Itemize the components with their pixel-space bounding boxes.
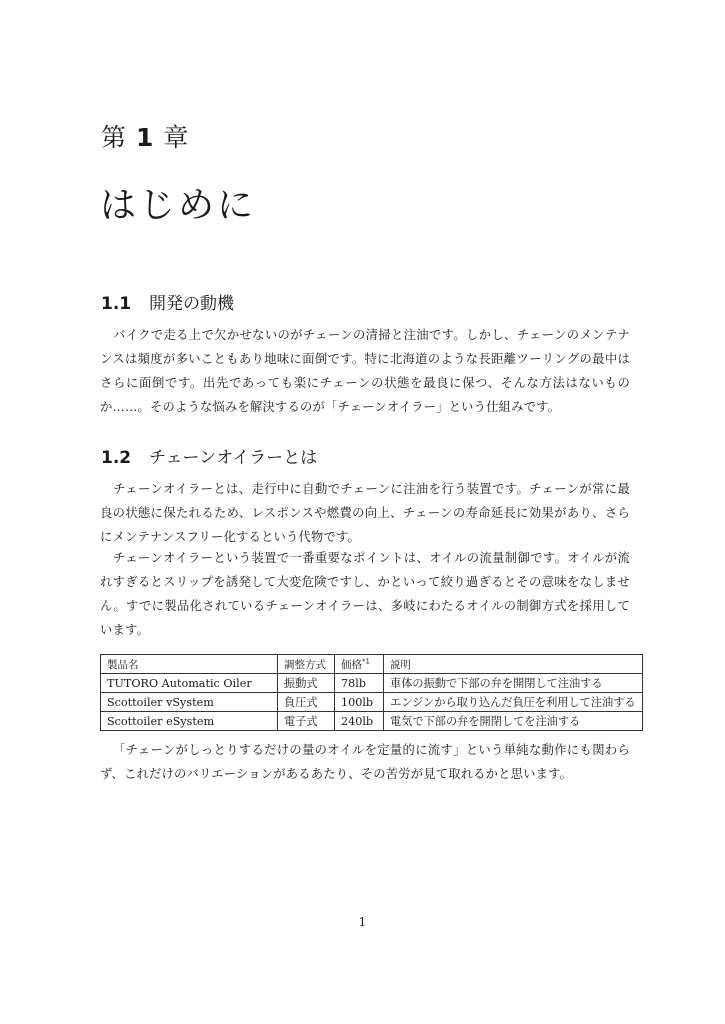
chapter-prefix: 第 xyxy=(101,123,128,152)
price-footnote-mark: *1 xyxy=(362,657,370,665)
page-number: 1 xyxy=(358,915,367,929)
cell-description: エンジンから取り込んだ負圧を利用して注油する xyxy=(384,693,643,712)
section-title: 開発の動機 xyxy=(149,294,234,314)
section-number: 1.1 xyxy=(101,294,132,314)
cell-method: 振動式 xyxy=(278,674,335,693)
cell-price: 240lb xyxy=(335,712,384,731)
section-heading-1-2 xyxy=(101,443,317,468)
cell-description: 電気で下部の弁を開閉してを注油する xyxy=(384,712,643,731)
cell-method: 電子式 xyxy=(278,712,335,731)
table-row xyxy=(101,693,643,712)
product-table xyxy=(100,654,643,731)
cell-method: 負圧式 xyxy=(278,693,335,712)
section-title: チェーンオイラーとは xyxy=(149,448,318,468)
paragraph-flow-control: チェーンオイラーという装置で一番重要なポイントは、オイルの流量制御です。オイルが流れすぎるとスリップを誘発して大変危険ですし、かといって絞り過ぎるとその意味をなしません。すでに製品化されているチェーンオイラーは、多岐にわたるオイルの制御方式を採用しています。 xyxy=(100,551,630,637)
cell-name: Scottoiler eSystem xyxy=(101,712,278,731)
paragraph-motivation: バイクで走る上で欠かせないのがチェーンの清掃と注油です。しかし、チェーンのメンテナンスは頻度が多いこともあり地味に面倒です。特に北海道のような長距離ツーリングの最中はさらに面倒です。出先であっても楽にチェーンの状態を最良に保つ、そんな方法はないものか……。そのような悩みを解決するのが「チェーンオイラー」という仕組みです。 xyxy=(100,328,630,414)
section-heading-1-1 xyxy=(101,289,234,314)
paragraph-oiler-definition: チェーンオイラーとは、走行中に自動でチェーンに注油を行う装置です。チェーンが常に最良の状態に保たれるため、レスポンスや燃費の向上、チェーンの寿命延長に効果があり、さらにメンテナンスフリー化するという代物です。 xyxy=(100,482,630,544)
table-row xyxy=(101,712,643,731)
header-name: 製品名 xyxy=(101,655,278,674)
table-row xyxy=(101,674,643,693)
cell-name: TUTORO Automatic Oiler xyxy=(101,674,278,693)
chapter-title: はじめに xyxy=(100,185,257,226)
header-price-label: 価格 xyxy=(341,658,362,671)
cell-price: 78lb xyxy=(335,674,384,693)
header-price xyxy=(335,655,384,674)
chapter-number: 1 xyxy=(135,123,155,152)
cell-name: Scottoiler vSystem xyxy=(101,693,278,712)
cell-price: 100lb xyxy=(335,693,384,712)
chapter-label xyxy=(101,118,189,154)
section-number: 1.2 xyxy=(101,448,132,468)
cell-description: 車体の振動で下部の弁を開閉して注油する xyxy=(384,674,643,693)
header-method: 調整方式 xyxy=(278,655,335,674)
paragraph-closing: 「チェーンがしっとりするだけの量のオイルを定量的に流す」という単純な動作にも関わらず、これだけのバリエーションがあるあたり、その苦労が見て取れるかと思います。 xyxy=(100,743,630,781)
table-header-row xyxy=(101,655,643,674)
chapter-suffix: 章 xyxy=(163,123,190,152)
header-description: 説明 xyxy=(384,655,643,674)
